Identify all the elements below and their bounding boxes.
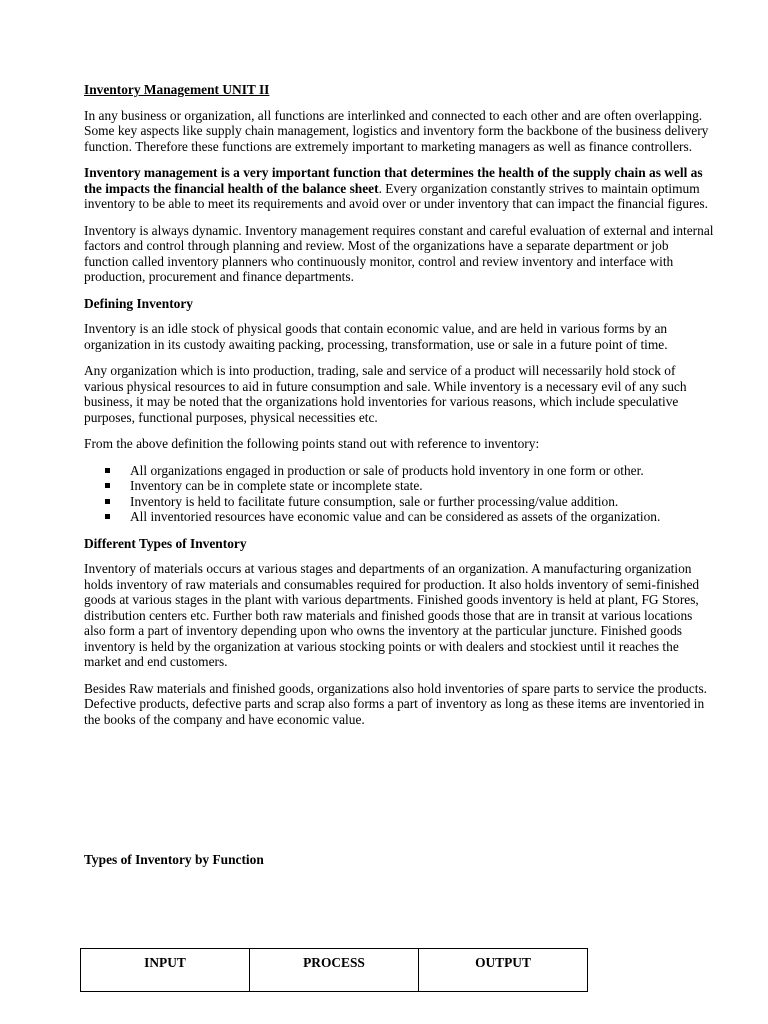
table-header-output: OUTPUT bbox=[419, 949, 588, 992]
dynamic-inventory-paragraph: Inventory is always dynamic. Inventory management requires constant and careful evaluation of external and internal factors and control through planning and review. Most of the organizations have a separate department or job function called inventory planners who continuously monitor, control and review inventory and interface with production, procurement and finance departments. bbox=[84, 222, 714, 284]
blank-space bbox=[84, 738, 714, 852]
list-item bbox=[84, 494, 714, 510]
section-heading-types-by-function: Types of Inventory by Function bbox=[84, 852, 264, 867]
table-header-input: INPUT bbox=[81, 949, 250, 992]
table-header-process: PROCESS bbox=[250, 949, 419, 992]
list-item bbox=[84, 463, 714, 479]
square-bullet-icon bbox=[105, 483, 110, 488]
materials-stages-paragraph: Inventory of materials occurs at various stages and departments of an organization. A manufacturing organization holds inventory of raw materials and consumables required for production. It also holds inventory of semi-finished goods at various stages in the plant with various departments. Finished goods inventory is held at plant, FG Stores, distribution centers etc. Further both raw materials and finished goods those that are in transit at various locations also form a part of inventory depending upon who owns the inventory at the particular juncture. Finished goods inventory is held by the organization at various stocking points or with dealers and stockiest until it reaches the market and end customers. bbox=[84, 561, 700, 669]
square-bullet-icon bbox=[105, 499, 110, 504]
bold-statement: Inventory management is a very important function that determines the health of the supply chain as well as the impacts the financial health of the balance sheet bbox=[84, 165, 703, 196]
section-heading-types-of-inventory: Different Types of Inventory bbox=[84, 535, 247, 551]
list-item-text: All inventoried resources have economic value and can be considered as assets of the organization. bbox=[130, 509, 661, 524]
table-header-row bbox=[81, 949, 588, 992]
document-body bbox=[84, 82, 714, 878]
definition-paragraph: Inventory is an idle stock of physical goods that contain economic value, and are held in various forms by an organization in its custody awaiting packing, processing, transformation, use or sale in a future point of time. bbox=[84, 321, 668, 352]
inventory-management-paragraph bbox=[84, 165, 714, 212]
inventory-function-table bbox=[80, 948, 588, 992]
list-item-text: Inventory can be in complete state or incomplete state. bbox=[130, 478, 423, 493]
list-item-text: Inventory is held to facilitate future consumption, sale or further processing/value addition. bbox=[130, 493, 619, 509]
list-item-text: All organizations engaged in production or sale of products hold inventory in one form or other. bbox=[130, 462, 644, 478]
points-intro-paragraph: From the above definition the following points stand out with reference to inventory: bbox=[84, 436, 540, 451]
organization-stock-paragraph: Any organization which is into production, trading, sale and service of a product will necessarily hold stock of various physical resources to aid in future consumption and sale. While inventory is a necessary evil of any such business, it may be noted that the organizations hold inventories for various reasons, which include speculative purposes, functional purposes, physical necessities etc. bbox=[84, 363, 687, 425]
inventory-points-list bbox=[84, 463, 714, 525]
document-title: Inventory Management UNIT II bbox=[84, 82, 270, 97]
intro-paragraph: In any business or organization, all functions are interlinked and connected to each other and are often overlapping. Some key aspects like supply chain management, logistics and inventory form the backbone of the business delivery function. Therefore these functions are extremely important to marketing managers as well as finance controllers. bbox=[84, 107, 709, 154]
list-item bbox=[84, 478, 714, 494]
paragraph-continuation: . Every organization constantly strives to maintain optimum inventory to be able to meet its requirements and avoid over or under inventory that can impact the financial figures. bbox=[84, 180, 708, 211]
section-heading-defining-inventory: Defining Inventory bbox=[84, 295, 193, 311]
square-bullet-icon bbox=[105, 468, 110, 473]
spare-parts-paragraph: Besides Raw materials and finished goods, organizations also hold inventories of spare parts to service the products. Defective products, defective parts and scrap also forms a part of inventory as long as these items are inventoried in the books of the company and have economic value. bbox=[84, 680, 708, 727]
list-item bbox=[84, 509, 714, 525]
square-bullet-icon bbox=[105, 514, 110, 519]
